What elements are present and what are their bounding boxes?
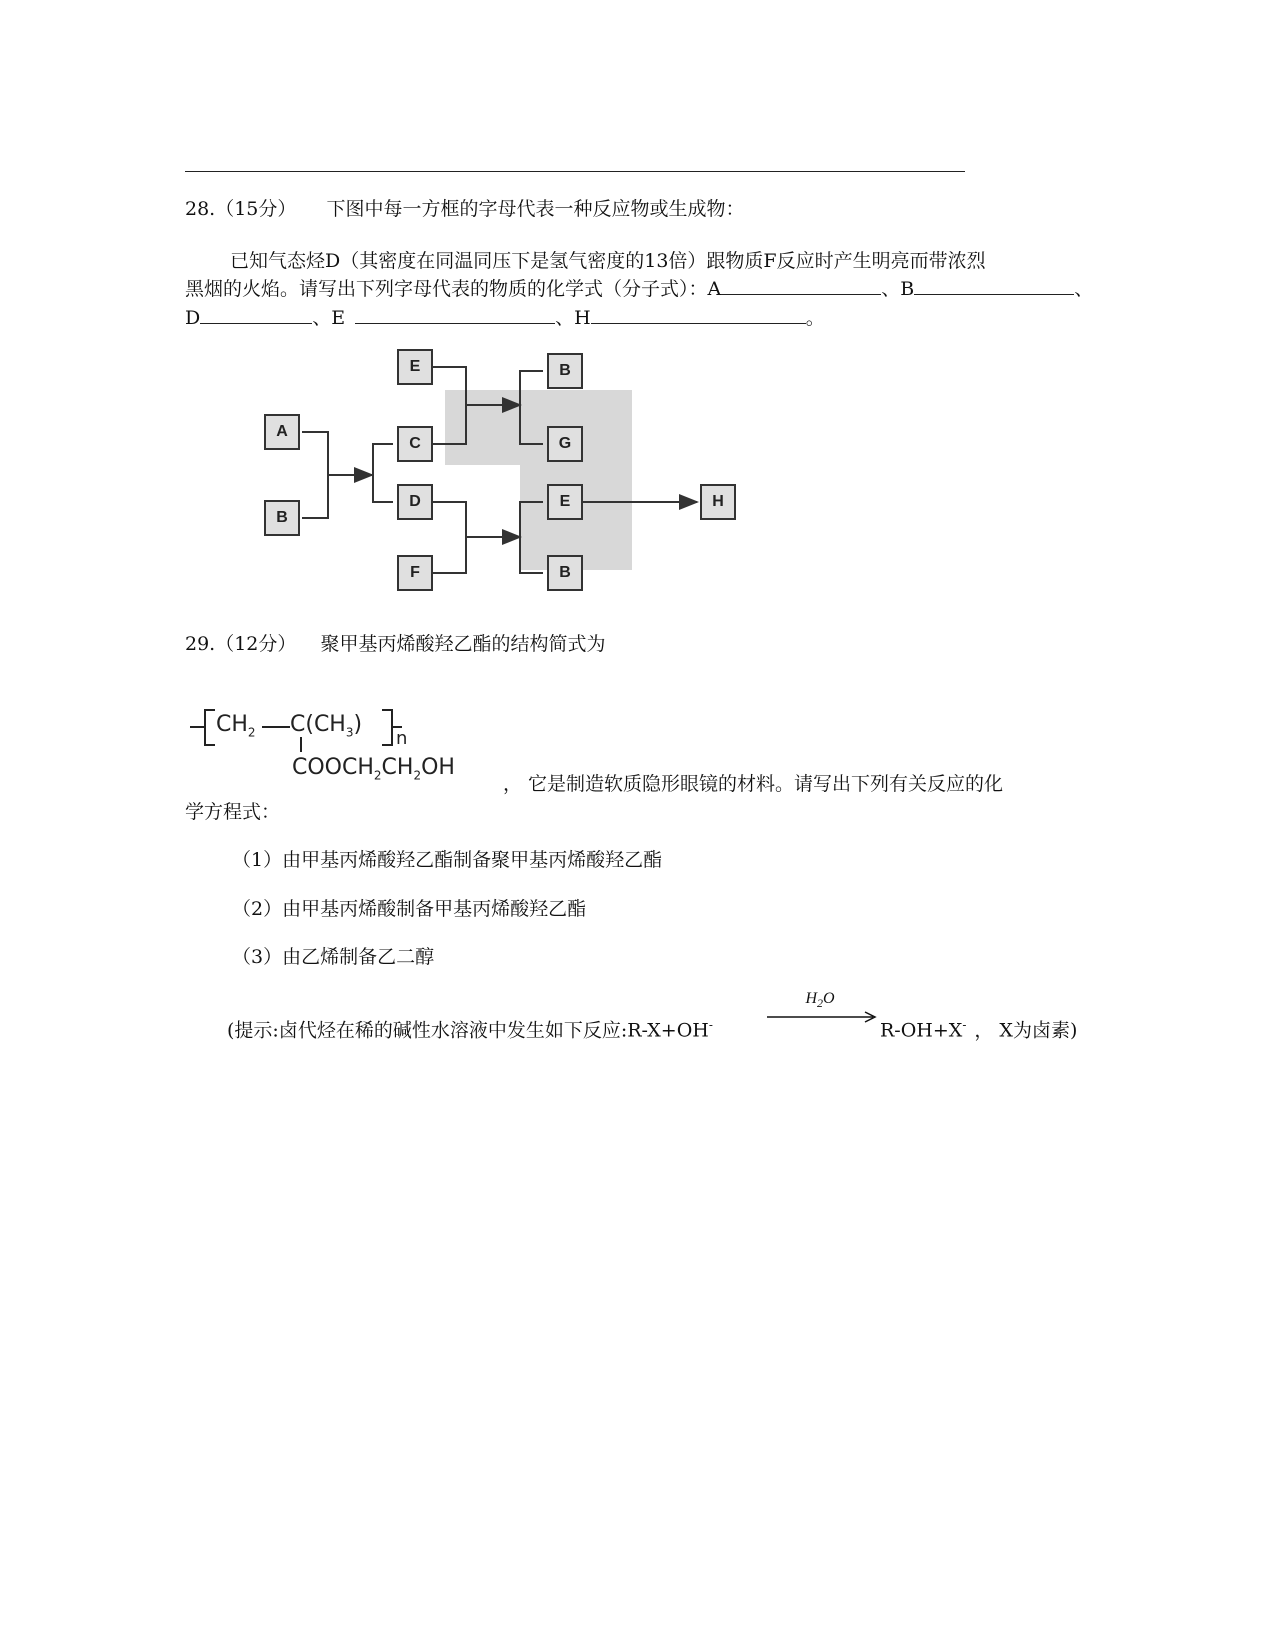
box-h: H (700, 484, 736, 520)
box-c: C (397, 426, 433, 462)
sep-h: 、H (555, 307, 591, 329)
hint-product-line (880, 1013, 1077, 1042)
hint-product: R-OH+X (880, 1019, 963, 1042)
q29-header: 29.（12分） (185, 633, 297, 655)
hint-suffix: ， X为卤素) (974, 1019, 1078, 1042)
q29-title: 聚甲基丙烯酸羟乙酯的结构简式为 (320, 633, 606, 655)
arrow-label (770, 990, 870, 1011)
box-b-top: B (547, 353, 583, 389)
d-label: D (185, 307, 201, 329)
box-b-left: B (264, 500, 300, 536)
formula-side-1: COOCH (292, 755, 374, 780)
formula-ch2-sub: 2 (247, 725, 256, 740)
q28-title: 下图中每一方框的字母代表一种反应物或生成物： (326, 198, 745, 220)
hint-x-charge: - (962, 1018, 967, 1032)
box-g: G (547, 426, 583, 462)
box-f: F (397, 555, 433, 591)
formula-c-text: C(CH (290, 712, 346, 737)
box-a: A (264, 414, 300, 450)
box-b-bottom: B (547, 555, 583, 591)
box-d: D (397, 484, 433, 520)
q28-text-2-body: 黑烟的火焰。请写出下列字母代表的物质的化学式（分子式）：A (185, 278, 722, 300)
formula-n: n (396, 728, 408, 749)
q29-item-1: （1）由甲基丙烯酸羟乙酯制备聚甲基丙烯酸羟乙酯 (232, 849, 663, 871)
q29-item-3: （3）由乙烯制备乙二醇 (232, 946, 435, 968)
formula-c (290, 712, 362, 739)
formula-c-paren: ) (353, 712, 363, 737)
box-e-mid: E (547, 484, 583, 520)
period: 。 (805, 307, 825, 329)
formula-side-sub2: 2 (413, 768, 422, 783)
arrow-label-o: O (823, 990, 835, 1007)
q29-item-2: （2）由甲基丙烯酸制备甲基丙烯酸羟乙酯 (232, 898, 587, 920)
hint-oh-charge: - (708, 1018, 713, 1032)
box-e-top: E (397, 349, 433, 385)
formula-side-3: OH (421, 755, 455, 780)
q28-header: 28.（15分） (185, 198, 297, 220)
formula-side-chain (292, 755, 455, 782)
sep-b: 、B (881, 278, 915, 300)
sep-end: 、 (1074, 278, 1094, 300)
hint-line (227, 1013, 713, 1042)
formula-c-sub: 3 (345, 725, 354, 740)
q28-text-1: 已知气态烃D（其密度在同温同压下是氢气密度的13倍）跟物质F反应时产生明亮而带浓烈 (230, 250, 986, 272)
arrow-label-h: H (805, 990, 817, 1007)
arrow-label-sub: 2 (817, 996, 823, 1011)
reaction-arrow-icon (765, 1010, 880, 1024)
hint-prefix: (提示:卤代烃在稀的碱性水溶液中发生如下反应:R-X+OH (227, 1019, 709, 1042)
q29-line-cont: 学方程式： (185, 801, 281, 823)
q29-after-formula: ， 它是制造软质隐形眼镜的材料。请写出下列有关反应的化 (503, 773, 1004, 795)
formula-side-sub1: 2 (373, 768, 382, 783)
formula-ch2-text: CH (216, 712, 248, 737)
formula-ch2 (216, 712, 256, 739)
formula-side-2: CH (381, 755, 414, 780)
sep-e: 、E (312, 307, 346, 329)
